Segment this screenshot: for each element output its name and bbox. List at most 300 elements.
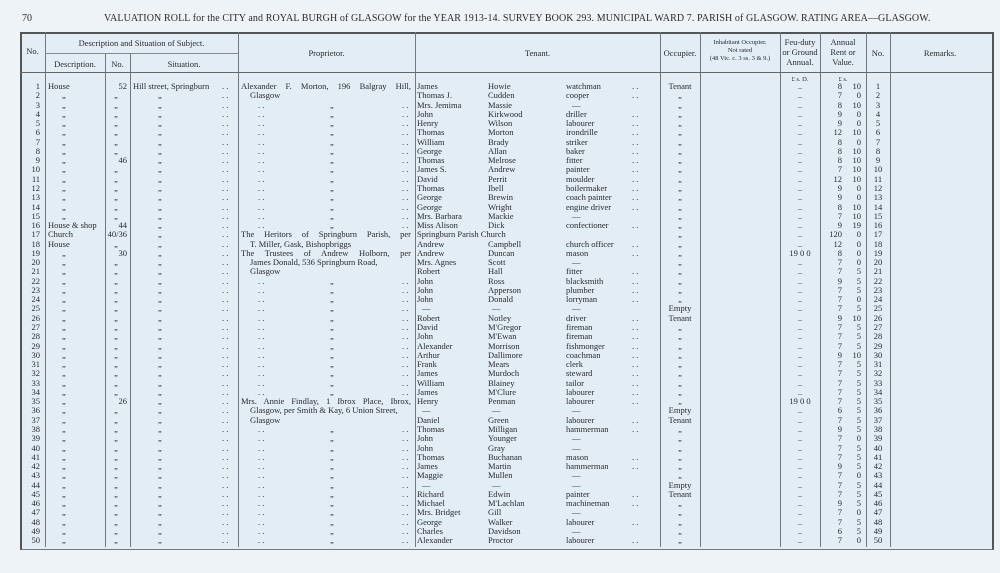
tenant-surname: Duncan — [488, 247, 515, 258]
tenant-occupation: fitter — [566, 266, 583, 277]
rent-pounds: 8 — [837, 201, 842, 212]
tenant-occupation: painter — [566, 488, 590, 499]
situation-dots: . . — [222, 498, 229, 509]
row-number-right: 1 — [875, 81, 881, 91]
tenant-surname: Mears — [488, 359, 510, 370]
street-number: „ — [114, 359, 118, 370]
tenant-surname: Massie — [488, 99, 513, 110]
rent-pounds: 8 — [837, 99, 842, 110]
feu-duty: .. — [797, 99, 803, 110]
proprietor-ditto: „ — [330, 173, 334, 184]
rent-shillings: 0 — [856, 229, 861, 240]
rent-pounds: 9 — [837, 108, 842, 119]
street-number: 40/36 — [107, 229, 127, 240]
occupier-status: „ — [678, 377, 682, 388]
row-number-right: 10 — [873, 164, 883, 175]
proprietor-ditto: „ — [330, 498, 334, 509]
tenant-occupation: labourer — [566, 118, 595, 129]
tenant-occupation: — — [572, 470, 581, 481]
street-number: „ — [114, 479, 118, 490]
situation-ditto: „ — [158, 155, 162, 166]
row-number: 40 — [31, 442, 40, 453]
situation-ditto: „ — [158, 136, 162, 147]
row-number-right: 4 — [875, 108, 881, 119]
situation-dots: . . — [222, 201, 229, 212]
rent-pounds: 9 — [837, 220, 842, 231]
rent-shillings: 5 — [856, 377, 861, 388]
tenant-first-name: Maggie — [417, 470, 443, 481]
tenant-surname: Blainey — [488, 377, 515, 388]
description: „ — [62, 340, 66, 351]
tenant-first-name: Miss Alison — [417, 220, 458, 231]
row-number-right: 15 — [873, 210, 883, 221]
row-number: 17 — [31, 229, 40, 240]
row-number: 46 — [31, 498, 40, 509]
occupier-status: „ — [678, 322, 682, 333]
description: House & shop — [48, 220, 97, 231]
row-number-right: 35 — [873, 396, 883, 407]
rent-pounds: 7 — [837, 322, 842, 333]
rent-pounds: 9 — [837, 275, 842, 286]
row-number: 16 — [31, 220, 40, 231]
row-number-right: 14 — [873, 201, 883, 212]
description: „ — [62, 136, 66, 147]
proprietor-ditto: „ — [330, 164, 334, 175]
tenant-occupation: painter — [566, 164, 590, 175]
tenant-occupation: lorryman — [566, 294, 598, 305]
description: „ — [62, 192, 66, 203]
feu-duty: .. — [797, 145, 803, 156]
street-number: „ — [114, 210, 118, 221]
occupier-status: „ — [678, 182, 682, 193]
proprietor-dots: . . — [258, 479, 265, 490]
rent-pounds: 7 — [837, 284, 842, 295]
proprietor-ditto: „ — [330, 386, 334, 397]
rent-pounds: 7 — [837, 442, 842, 453]
header-no-right: No. — [871, 48, 885, 58]
situation-dots: . . — [222, 396, 229, 407]
street-number: „ — [114, 377, 118, 388]
situation-ditto: „ — [158, 182, 162, 193]
header-feu-line: Annual. — [786, 57, 814, 67]
rent-shillings: 10 — [852, 155, 861, 166]
rent-shillings: 5 — [856, 442, 861, 453]
street-number: „ — [114, 108, 118, 119]
tenant-first-name: John — [417, 284, 434, 295]
situation-dots: . . — [222, 164, 229, 175]
description: Church — [48, 229, 74, 240]
rent-pounds: 7 — [837, 433, 842, 444]
row-number: 3 — [35, 99, 40, 110]
row-number-right: 38 — [873, 423, 883, 434]
occupier-status: „ — [678, 284, 682, 295]
rent-shillings: 5 — [856, 266, 861, 277]
occupier-status: Tenant — [668, 81, 692, 91]
proprietor-dots: . . — [258, 118, 265, 129]
proprietor-ditto: „ — [330, 322, 334, 333]
situation-ditto: „ — [158, 220, 162, 231]
street-number: „ — [114, 451, 118, 462]
tenant-first-name: John — [417, 108, 434, 119]
proprietor-dots: . . — [402, 155, 409, 166]
row-number: 14 — [31, 201, 40, 212]
tenant-surname: — — [492, 479, 501, 490]
rent-pounds: 7 — [837, 368, 842, 379]
proprietor-dots: . . — [402, 488, 409, 499]
rent-pounds: 7 — [837, 516, 842, 527]
tenant-surname: Perrit — [488, 173, 507, 184]
row-number: 30 — [31, 349, 40, 360]
rent-pounds: 9 — [837, 118, 842, 129]
situation-ditto: „ — [158, 516, 162, 527]
occupier-status: „ — [678, 229, 682, 240]
rent-shillings: 5 — [856, 405, 861, 416]
situation-dots: . . — [222, 516, 229, 527]
row-number-right: 41 — [873, 451, 883, 462]
rent-pounds: 6 — [837, 525, 842, 536]
feu-duty: .. — [797, 210, 803, 221]
tenant-occupation: driller — [566, 108, 587, 119]
header-inhabitant-line: (48 Vic. c. 3 ss. 3 & 9.) — [709, 55, 771, 62]
tenant-surname: Brewin — [488, 192, 514, 203]
tenant-first-name: James — [417, 386, 438, 397]
street-number: „ — [114, 498, 118, 509]
description: „ — [62, 257, 66, 268]
row-number-right: 49 — [873, 525, 883, 536]
proprietor: Mrs. Annie Findlay, 1 Ibrox Place, Ibrox, — [241, 396, 411, 407]
description: „ — [62, 118, 66, 129]
situation-ditto: „ — [158, 127, 162, 138]
description: „ — [62, 303, 66, 314]
feu-duty: .. — [797, 507, 803, 518]
street-number: „ — [114, 145, 118, 156]
situation-ditto: „ — [158, 433, 162, 444]
rent-pounds: 8 — [837, 155, 842, 166]
proprietor: The Trustees of Andrew Holborn, per — [241, 247, 411, 258]
row-number: 20 — [31, 257, 40, 268]
situation-dots: . . — [222, 210, 229, 221]
row-number: 42 — [31, 461, 40, 472]
row-number: 22 — [31, 275, 40, 286]
description: „ — [62, 525, 66, 536]
rent-shillings: 5 — [856, 303, 861, 314]
occupier-status: „ — [678, 275, 682, 286]
proprietor-dots: . . — [402, 368, 409, 379]
column-divider — [238, 32, 239, 547]
street-number: „ — [114, 322, 118, 333]
rent-shillings: 0 — [856, 136, 861, 147]
description: „ — [62, 433, 66, 444]
header-annual-rent — [820, 37, 866, 67]
situation-dots: . . — [222, 442, 229, 453]
tenant-surname: Edwin — [488, 488, 511, 499]
feu-duty: .. — [797, 312, 803, 323]
tenant-surname: Ross — [488, 275, 505, 286]
rent-shillings: 10 — [852, 164, 861, 175]
row-number: 41 — [31, 451, 40, 462]
row-number: 47 — [31, 507, 40, 518]
tenant-surname: Gill — [488, 507, 502, 518]
description: „ — [62, 386, 66, 397]
occupation-dots: . . — [632, 164, 639, 175]
rent-pounds: 7 — [837, 535, 842, 546]
feu-duty: .. — [797, 294, 803, 305]
proprietor-dots: . . — [402, 145, 409, 156]
feu-duty: .. — [797, 257, 803, 268]
situation-dots: . . — [222, 451, 229, 462]
description: „ — [62, 331, 66, 342]
feu-duty: .. — [797, 525, 803, 536]
occupier-status: „ — [678, 164, 682, 175]
tenant-occupation: boilermaker — [566, 182, 608, 193]
occupation-dots: . . — [632, 220, 639, 231]
rent-pounds: 7 — [837, 164, 842, 175]
page-number: 70 — [22, 13, 32, 24]
tenant-first-name: John — [417, 433, 434, 444]
header-no: No. — [26, 46, 39, 56]
street-number: 46 — [118, 155, 127, 166]
rent-pounds: 7 — [837, 488, 842, 499]
street-number: 44 — [118, 220, 127, 231]
tenant-first-name: Robert — [417, 266, 441, 277]
rent-pounds: 8 — [837, 145, 842, 156]
occupation-dots: . . — [632, 451, 639, 462]
proprietor-dots: . . — [258, 442, 265, 453]
row-number: 24 — [31, 294, 40, 305]
header-desc-group: Description and Situation of Subject. — [78, 38, 205, 48]
row-number: 23 — [31, 284, 40, 295]
proprietor-ditto: „ — [330, 377, 334, 388]
tenant-surname: Melrose — [488, 155, 516, 166]
tenant-first-name: Robert — [417, 312, 441, 323]
street-number: „ — [114, 525, 118, 536]
tenant-first-name: Alexander — [417, 340, 453, 351]
occupier-status: „ — [678, 108, 682, 119]
feu-duty: .. — [797, 118, 803, 129]
proprietor-ditto: „ — [330, 359, 334, 370]
situation-ditto: „ — [158, 99, 162, 110]
occupation-dots: . . — [632, 118, 639, 129]
tenant-first-name: Richard — [417, 488, 444, 499]
rent-shillings: 10 — [852, 312, 861, 323]
tenant-first-name: Mrs. Barbara — [417, 210, 462, 221]
tenant-occupation: — — [572, 479, 581, 490]
rent-pounds: 120 — [829, 229, 842, 240]
row-number: 8 — [35, 145, 40, 156]
street-number: „ — [114, 192, 118, 203]
tenant-surname: Younger — [488, 433, 517, 444]
tenant-surname: M'Lachlan — [488, 498, 525, 509]
occupier-status: „ — [678, 368, 682, 379]
tenant-occupation: irondrille — [566, 127, 598, 138]
situation-ditto: „ — [158, 525, 162, 536]
proprietor-ditto: „ — [330, 488, 334, 499]
situation-dots: . . — [222, 155, 229, 166]
occupier-status: „ — [678, 525, 682, 536]
rent-shillings: 5 — [856, 498, 861, 509]
situation-dots: . . — [222, 192, 229, 203]
row-number-right: 30 — [873, 349, 883, 360]
tenant-surname: Buchanan — [488, 451, 522, 462]
proprietor-ditto: „ — [330, 442, 334, 453]
occupation-dots: . . — [632, 136, 639, 147]
tenant-occupation: — — [572, 257, 581, 268]
situation-ditto: „ — [158, 470, 162, 481]
description: „ — [62, 451, 66, 462]
situation-ditto: „ — [158, 238, 162, 249]
proprietor-ditto: „ — [330, 368, 334, 379]
situation-dots: . . — [222, 257, 229, 268]
header-subdivider — [45, 53, 238, 54]
proprietor-dots: . . — [258, 488, 265, 499]
header-tenant: Tenant. — [524, 48, 551, 58]
row-number-right: 47 — [873, 507, 883, 518]
occupier-status: „ — [678, 433, 682, 444]
situation-ditto: „ — [158, 479, 162, 490]
description: „ — [62, 461, 66, 472]
description: „ — [62, 99, 66, 110]
rent-pounds: 7 — [837, 331, 842, 342]
situation-dots: . . — [222, 414, 229, 425]
rent-shillings: 5 — [856, 275, 861, 286]
situation-dots: . . — [222, 405, 229, 416]
proprietor-dots: . . — [402, 127, 409, 138]
street-number: „ — [114, 386, 118, 397]
row-number-right: 46 — [873, 498, 883, 509]
occupier-status: Tenant — [668, 414, 692, 425]
tenant-occupation: plumber — [566, 284, 595, 295]
situation-ditto: „ — [158, 164, 162, 175]
feu-duty: .. — [797, 488, 803, 499]
situation-ditto: „ — [158, 414, 162, 425]
row-number-right: 48 — [873, 516, 883, 527]
header-rent-line: Value. — [832, 57, 854, 67]
feu-duty: .. — [797, 220, 803, 231]
row-number: 27 — [31, 322, 40, 333]
street-number: „ — [114, 535, 118, 546]
rent-units: £ s. — [838, 76, 848, 83]
description: „ — [62, 470, 66, 481]
occupier-status: „ — [678, 127, 682, 138]
street-number: „ — [114, 488, 118, 499]
feu-duty: .. — [797, 423, 803, 434]
street-number: „ — [114, 284, 118, 295]
situation-dots: . . — [222, 99, 229, 110]
tenant-occupation: mason — [566, 451, 589, 462]
feu-duty: .. — [797, 192, 803, 203]
occupier-status: „ — [678, 136, 682, 147]
feu-duty: .. — [797, 201, 803, 212]
proprietor-ditto: „ — [330, 275, 334, 286]
row-number-right: 22 — [873, 275, 883, 286]
rent-pounds: 8 — [837, 81, 842, 91]
feu-duty: .. — [797, 108, 803, 119]
row-number-right: 43 — [873, 470, 883, 481]
occupation-dots: . . — [632, 359, 639, 370]
situation-dots: . . — [222, 368, 229, 379]
street-number: „ — [114, 340, 118, 351]
situation-dots: . . — [222, 118, 229, 129]
occupier-status: „ — [678, 257, 682, 268]
tenant-first-name: James — [417, 81, 438, 91]
feu-duty: .. — [797, 377, 803, 388]
street-number: „ — [114, 405, 118, 416]
header-feu-line: or Ground — [782, 47, 818, 57]
tenant-occupation: striker — [566, 136, 588, 147]
street-number: „ — [114, 368, 118, 379]
situation-dots: . . — [222, 470, 229, 481]
row-number-right: 28 — [873, 331, 883, 342]
proprietor-dots: . . — [402, 470, 409, 481]
rent-shillings: 5 — [856, 386, 861, 397]
proprietor-dots: . . — [258, 498, 265, 509]
feu-duty: .. — [797, 303, 803, 314]
tenant-first-name: Springburn Parish Church — [417, 229, 506, 240]
header-bottom-rule — [20, 72, 992, 73]
row-number-right: 23 — [873, 284, 883, 295]
situation-ditto: „ — [158, 535, 162, 546]
proprietor-ditto: „ — [330, 192, 334, 203]
column-divider — [890, 32, 891, 547]
proprietor-dots: . . — [402, 433, 409, 444]
rent-shillings: 10 — [852, 201, 861, 212]
feu-duty: .. — [797, 470, 803, 481]
occupation-dots: . . — [632, 349, 639, 360]
street-number: „ — [114, 136, 118, 147]
page-title: VALUATION ROLL for the CITY and ROYAL BURGH of GLASGOW for the YEAR 1913-14. SURVEY BOOK 293. MUNICIPAL WARD 7. PARISH of GLASGOW. RATING AREA—GLASGOW. — [104, 13, 931, 24]
occupation-dots: . . — [632, 322, 639, 333]
street-number: „ — [114, 238, 118, 249]
rent-shillings: 5 — [856, 488, 861, 499]
proprietor-dots: . . — [402, 442, 409, 453]
occupier-status: „ — [678, 145, 682, 156]
rent-pounds: 7 — [837, 414, 842, 425]
street-number: „ — [114, 257, 118, 268]
situation-ditto: „ — [158, 386, 162, 397]
occupier-status: „ — [678, 340, 682, 351]
rent-pounds: 7 — [837, 507, 842, 518]
row-number-right: 33 — [873, 377, 883, 388]
tenant-first-name: James — [417, 461, 438, 472]
feu-duty: .. — [797, 182, 803, 193]
tenant-surname: Green — [488, 414, 509, 425]
rent-pounds: 7 — [837, 386, 842, 397]
situation-ditto: „ — [158, 247, 162, 258]
description: „ — [62, 368, 66, 379]
proprietor-ditto: „ — [330, 145, 334, 156]
proprietor-dots: . . — [258, 312, 265, 323]
situation-ditto: „ — [158, 284, 162, 295]
rent-pounds: 7 — [837, 451, 842, 462]
rent-pounds: 7 — [837, 359, 842, 370]
rent-pounds: 8 — [837, 136, 842, 147]
tenant-occupation: — — [572, 210, 581, 221]
tenant-occupation: — — [572, 303, 581, 314]
tenant-surname: Notley — [488, 312, 512, 323]
row-number: 26 — [31, 312, 40, 323]
tenant-surname: Allan — [488, 145, 507, 156]
description: „ — [62, 535, 66, 546]
tenant-occupation: — — [572, 405, 581, 416]
rent-shillings: 5 — [856, 516, 861, 527]
row-number: 13 — [31, 192, 40, 203]
row-number-right: 13 — [873, 192, 883, 203]
tenant-first-name: Charles — [417, 525, 443, 536]
street-number: „ — [114, 201, 118, 212]
rent-shillings: 5 — [856, 396, 861, 407]
occupation-dots: . . — [632, 284, 639, 295]
situation-ditto: „ — [158, 405, 162, 416]
